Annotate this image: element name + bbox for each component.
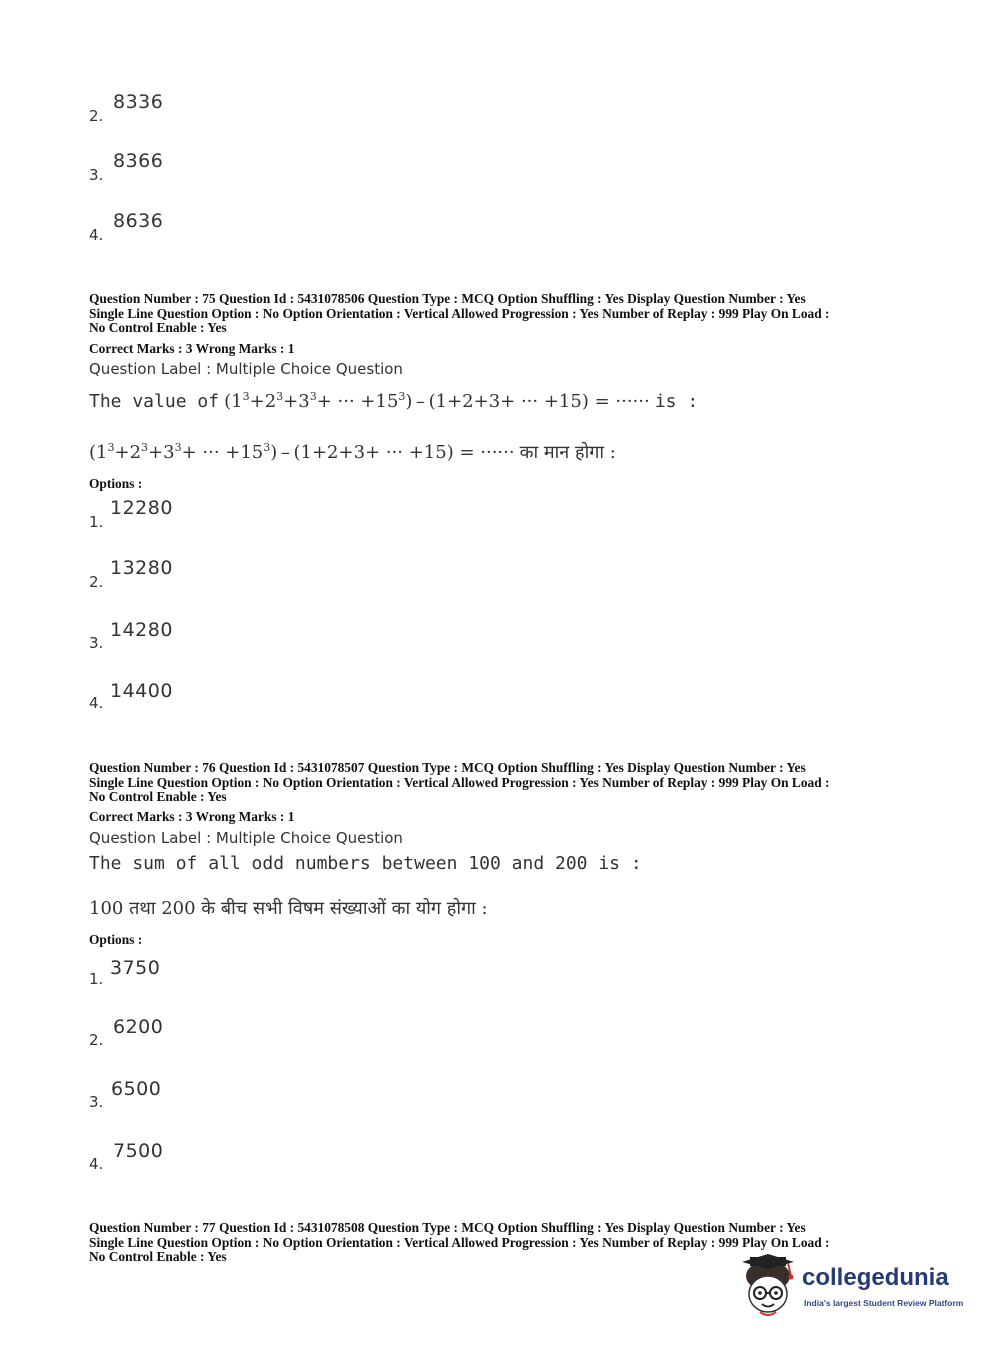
option-value[interactable]: 12280 [110, 497, 173, 519]
question-suffix: is : [654, 391, 699, 412]
question-text-hi: 100 तथा 200 के बीच सभी विषम संख्याओं का योग होगा : [89, 898, 488, 919]
option-number: 3. [89, 166, 104, 184]
options-label: Options : [89, 476, 143, 491]
question-label: Question Label : Multiple Choice Question [89, 360, 403, 378]
meta-line: No Control Enable : Yes [89, 789, 227, 804]
question-prefix: The value of [89, 391, 220, 412]
mascot-icon [738, 1254, 800, 1320]
hindi-suffix: का मान होगा : [519, 442, 616, 463]
meta-line: No Control Enable : Yes [89, 320, 227, 335]
options-label: Options : [89, 932, 143, 947]
option-value[interactable]: 7500 [113, 1140, 164, 1162]
meta-line: Single Line Question Option : No Option Orientation : Vertical Allowed Progression : Yes Number of Replay : 999 Play On Load : [89, 1234, 830, 1250]
meta-line: Single Line Question Option : No Option Orientation : Vertical Allowed Progression : Yes Number of Replay : 999 Play On Load : [89, 774, 830, 790]
meta-line: No Control Enable : Yes [89, 1249, 227, 1264]
question-text-en [89, 390, 698, 412]
brand-name: collegedunia [802, 1264, 949, 1291]
option-number: 4. [89, 1155, 104, 1173]
option-number: 3. [89, 1093, 104, 1111]
option-value[interactable]: 8366 [113, 150, 164, 172]
option-value[interactable]: 14280 [110, 619, 173, 641]
option-value[interactable]: 14400 [110, 680, 173, 702]
question-label: Question Label : Multiple Choice Question [89, 829, 403, 847]
marks-info: Correct Marks : 3 Wrong Marks : 1 [89, 809, 295, 824]
option-number: 1. [89, 513, 104, 531]
meta-line: Question Number : 77 Question Id : 5431078508 Question Type : MCQ Option Shuffling : Yes Display Question Number : Yes [89, 1220, 806, 1235]
math-expression: ($1^3+2^3+3^3+$ ··· $+15^3) - (1+2+3+$ ··· +15) = ······ [89, 441, 515, 463]
question-text-hi [89, 440, 616, 464]
brand-tagline: India's largest Student Review Platform [804, 1298, 964, 1308]
meta-line: Single Line Question Option : No Option Orientation : Vertical Allowed Progression : Yes Number of Replay : 999 Play On Load : [89, 305, 830, 321]
option-value[interactable]: 6200 [113, 1016, 164, 1038]
option-number: 4. [89, 226, 104, 244]
option-number: 1. [89, 970, 104, 988]
math-expression: ($1^3+2^3+3^3+$ ··· $+15^3) - (1+2+3+$ ··· +15) = ······ [224, 390, 650, 412]
meta-line: Question Number : 76 Question Id : 5431078507 Question Type : MCQ Option Shuffling : Yes Display Question Number : Yes [89, 760, 806, 775]
option-value[interactable]: 8636 [113, 210, 164, 232]
option-number: 3. [89, 634, 104, 652]
option-value[interactable]: 6500 [111, 1078, 162, 1100]
option-value[interactable]: 3750 [110, 957, 161, 979]
option-value[interactable]: 13280 [110, 557, 173, 579]
option-number: 2. [89, 1031, 104, 1049]
question-meta [89, 761, 829, 805]
question-meta [89, 292, 829, 336]
option-number: 2. [89, 107, 104, 125]
collegedunia-watermark [738, 1254, 978, 1324]
marks-info: Correct Marks : 3 Wrong Marks : 1 [89, 341, 295, 356]
option-number: 2. [89, 573, 104, 591]
meta-line: Question Number : 75 Question Id : 5431078506 Question Type : MCQ Option Shuffling : Yes Display Question Number : Yes [89, 291, 806, 306]
option-value[interactable]: 8336 [113, 91, 164, 113]
option-number: 4. [89, 694, 104, 712]
question-text-en: The sum of all odd numbers between 100 and 200 is : [89, 853, 642, 874]
question-meta [89, 1221, 829, 1265]
